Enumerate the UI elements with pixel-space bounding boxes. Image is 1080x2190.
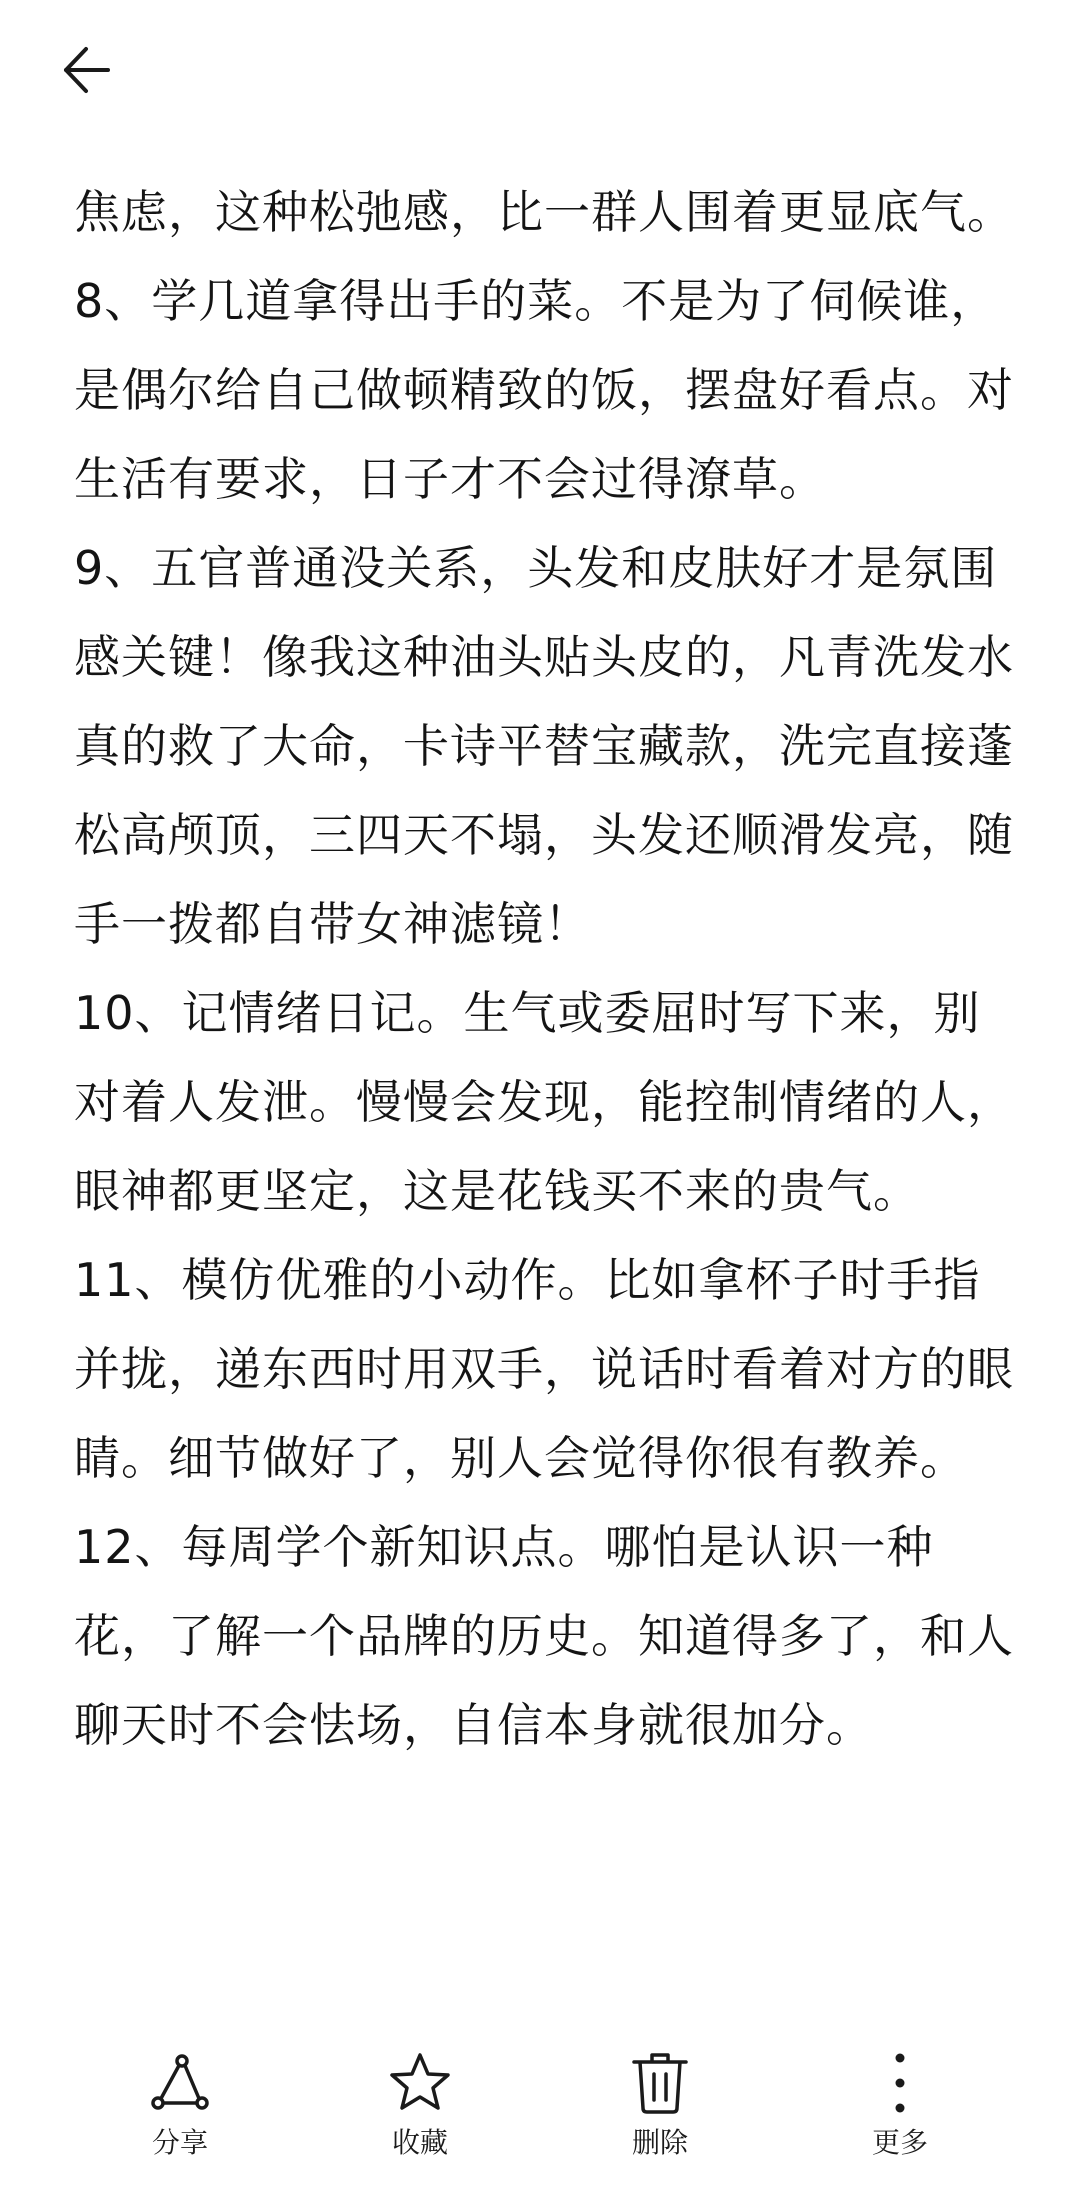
more-vertical-icon <box>864 2048 936 2118</box>
share-label: 分享 <box>151 2126 208 2159</box>
trash-icon <box>624 2048 696 2118</box>
paragraph: 8、学几道拿得出手的菜。不是为了伺候谁，是偶尔给自己做顿精致的饭，摆盘好看点。对生活有要求，日子才不会过得潦草。 <box>74 274 1014 506</box>
more-label: 更多 <box>871 2126 928 2159</box>
paragraph: 9、五官普通没关系，头发和皮肤好才是氛围感关键！像我这种油头贴头皮的，凡青洗发水真的救了大命，卡诗平替宝藏款，洗完直接蓬松高颅顶，三四天不塌，头发还顺滑发亮，随手一拨都自带女神滤镜！ <box>74 541 1014 951</box>
share-icon <box>144 2048 216 2118</box>
more-button[interactable] <box>820 2030 980 2160</box>
favorite-button[interactable] <box>340 2030 500 2160</box>
arrow-left-icon <box>62 45 112 95</box>
star-icon <box>384 2048 456 2118</box>
top-bar <box>0 0 1080 150</box>
delete-label: 删除 <box>631 2126 688 2159</box>
favorite-label: 收藏 <box>391 2126 448 2159</box>
bottom-toolbar <box>0 2030 1080 2190</box>
paragraph: 11、模仿优雅的小动作。比如拿杯子时手指并拢，递东西时用双手，说话时看着对方的眼睛。细节做好了，别人会觉得你很有教养。 <box>74 1253 1014 1485</box>
back-button[interactable] <box>62 30 152 110</box>
paragraph: 焦虑，这种松弛感，比一群人围着更显底气。 <box>74 185 1014 239</box>
paragraph: 10、记情绪日记。生气或委屈时写下来，别对着人发泄。慢慢会发现，能控制情绪的人，眼神都更坚定，这是花钱买不来的贵气。 <box>74 986 1014 1218</box>
note-content <box>74 168 1014 2028</box>
share-button[interactable] <box>100 2030 260 2160</box>
paragraph: 12、每周学个新知识点。哪怕是认识一种花，了解一个品牌的历史。知道得多了，和人聊天时不会怯场，自信本身就很加分。 <box>74 1520 1014 1752</box>
delete-button[interactable] <box>580 2030 740 2160</box>
